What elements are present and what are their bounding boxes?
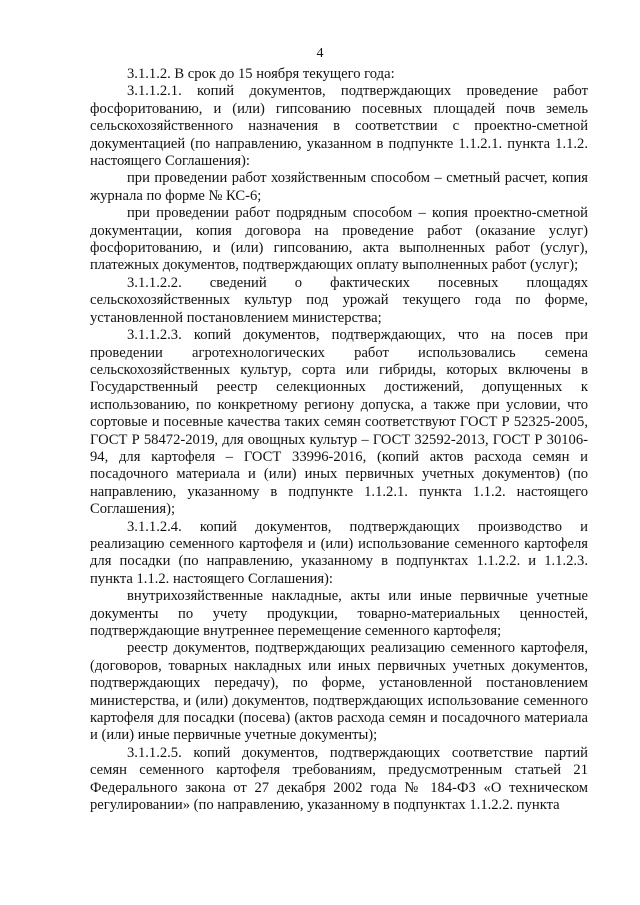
paragraph-economic-method: при проведении работ хозяйственным способом – сметный расчет, копия журнала по форме № КС-6; <box>90 170 588 204</box>
paragraph-3-1-1-2-4: 3.1.1.2.4. копий документов, подтверждающих производство и реализацию семенного картофеля и (или) использование семенного картофеля для посадки (по направлению, указанному в подпунктах 1.1.2.2. и 1.1.2.3. пункта 1.1.2. настоящего Соглашения): <box>90 518 588 587</box>
paragraph-registry: реестр документов, подтверждающих реализацию семенного картофеля, (договоров, товарных накладных или иных первичных учетных документов, подтверждающих передачу), по форме, установленной постановлением министерства, и (или) документов, подтверждающих использование семенного картофеля для посадки (посева) (актов расхода семян и посадочного материала и (или) иные первичные учетные документы); <box>90 640 588 744</box>
document-body <box>90 66 588 814</box>
paragraph-3-1-1-2-1: 3.1.1.2.1. копий документов, подтверждающих проведение работ фосфоритованию, и (или) гипсованию посевных площадей почв земель сельскохозяйственного назначения в соответствии с проектно-сметной документацией (по направлению, указанном в подпункте 1.1.2.1. пункта 1.1.2. настоящего Соглашения): <box>90 83 588 170</box>
paragraph-3-1-1-2-3: 3.1.1.2.3. копий документов, подтверждающих, что на посев при проведении агротехнологических работ использовались семена сельскохозяйственных культур, сорта или гибриды, которых включены в Государственный реестр селекционных достижений, допущенных к использованию, по конкретному региону допуска, а также при условии, что сортовые и посевные качества таких семян соответствуют ГОСТ Р 52325-2005, ГОСТ Р 58472-2019, для овощных культур – ГОСТ 32592-2013, ГОСТ Р 30106-94, для картофеля – ГОСТ 33996-2016, (копий актов расхода семян и посадочного материала и (или) иных первичных учетных документов) (по направлению, указанному в подпункте 1.1.2.1. пункта 1.1.2. настоящего Соглашения); <box>90 327 588 518</box>
paragraph-internal-invoices: внутрихозяйственные накладные, акты или иные первичные учетные документы по учету продукции, товарно-материальных ценностей, подтверждающие внутреннее перемещение семенного картофеля; <box>90 588 588 639</box>
paragraph-3-1-1-2-5: 3.1.1.2.5. копий документов, подтверждающих соответствие партий семян семенного картофеля требованиям, предусмотренным статьей 21 Федерального закона от 27 декабря 2002 года № 184-ФЗ «О техническом регулировании» (по направлению, указанному в подпунктах 1.1.2.2. пункта <box>90 744 588 814</box>
page-number: 4 <box>316 46 324 61</box>
paragraph-3-1-1-2: 3.1.1.2. В срок до 15 ноября текущего года: <box>127 66 395 82</box>
paragraph-3-1-1-2-2: 3.1.1.2.2. сведений о фактических посевных площадях сельскохозяйственных культур под урожай текущего года по форме, установленной постановлением министерства; <box>90 274 588 326</box>
paragraph-contract-method: при проведении работ подрядным способом – копия проектно-сметной документации, копия договора на проведение работ (оказание услуг) фосфоритованию, и (или) гипсованию, акта выполненных работ (услуг), платежных документов, подтверждающих оплату выполненных работ (услуг); <box>90 205 588 274</box>
